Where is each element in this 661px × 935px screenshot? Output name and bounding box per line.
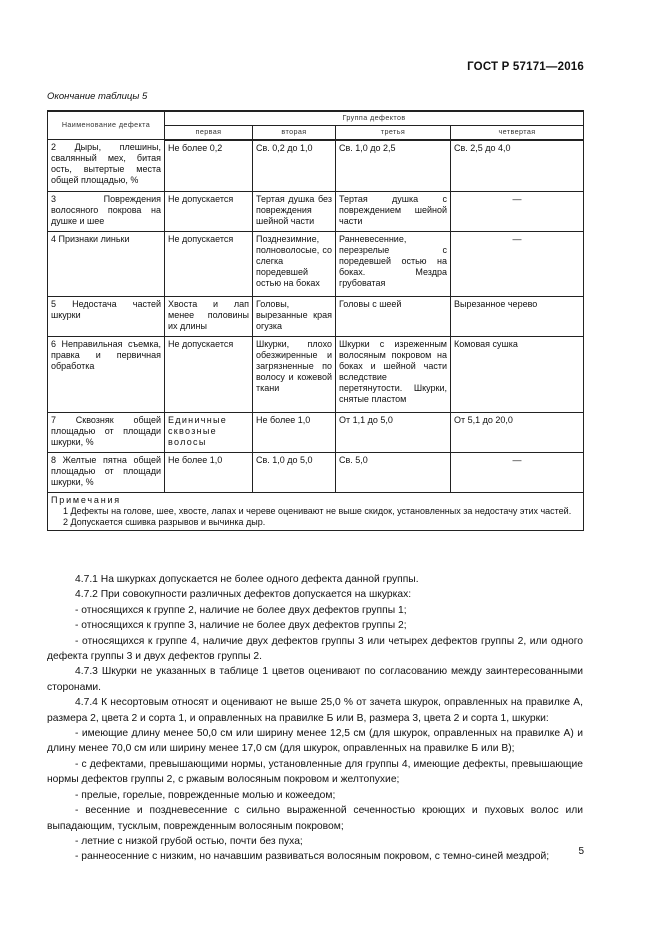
list-item: - относящихся к группе 4, наличие двух дефектов группы 3 или четырех дефектов группы 2, или одного дефекта группы 3 и двух дефектов группы 2.: [47, 635, 583, 663]
table-row: [48, 192, 584, 232]
table-cell: 8 Желтые пятна общей площадью от площади шкурки, %: [48, 453, 165, 493]
table-cell: 5 Недостача частей шкурки: [48, 297, 165, 337]
table-cell: Св. 2,5 до 4,0: [451, 140, 584, 192]
defects-table: [47, 110, 584, 531]
paragraph: 4.7.3 Шкурки не указанных в таблице 1 цветов оценивают по согласованию между заинтересованными сторонами.: [47, 666, 583, 693]
table-row: [48, 140, 584, 192]
column-header-name: Наименование дефекта: [48, 111, 165, 140]
table-cell: 6 Неправильная съемка, правка и первичная обработка: [48, 337, 165, 413]
table-cell: Не более 1,0: [165, 453, 253, 493]
body-text: [47, 572, 583, 865]
table-cell: Хвоста и лап менее половины их длины: [165, 297, 253, 337]
list-item: - прелые, горелые, поврежденные молью и кожеедом;: [75, 789, 336, 801]
table-cell: Св. 5,0: [336, 453, 451, 493]
table-cell: —: [451, 232, 584, 297]
column-header-groups: Группа дефектов: [165, 111, 584, 125]
list-item: - имеющие длину менее 50,0 см или ширину менее 12,5 см (для шкурок, оправленных на правилке А) и длину менее 70,0 см или ширину менее 17,0 см (для шкурок, оправленных на правилке Б или В);: [47, 728, 583, 755]
table-cell: Тертая душка с повреждением шейной части: [336, 192, 451, 232]
list-item: - весенние и поздневесенние с сильно выраженной сеченностью кроющих и пуховых волос или выпадающим, тусклым, поврежденным волосяным покровом;: [47, 805, 583, 832]
list-item: - относящихся к группе 2, наличие не более двух дефектов группы 1;: [75, 604, 407, 616]
table-row: [48, 413, 584, 453]
table-cell: —: [451, 453, 584, 493]
paragraph: 4.7.4 К несортовым относят и оценивают не выше 25,0 % от зачета шкурок, оправленных на правилке А, размера 2, цвета 2 и сорта 1, и оправленных на правилке Б или В, размера 3, цвета 2 и сорта 1, шкурки:: [47, 697, 583, 724]
table-cell: Ранневесенние, перезрелые с поредевшей остью на боках. Мездра грубоватая: [336, 232, 451, 297]
table-row: [48, 297, 584, 337]
paragraph: 4.7.1 На шкурках допускается не более одного дефекта данной группы.: [75, 574, 419, 585]
column-header-group-1: первая: [165, 125, 253, 139]
table-cell: Шкурки, плохо обезжиренные и загрязненные по волосу и кожевой ткани: [253, 337, 336, 413]
table-cell: От 5,1 до 20,0: [451, 413, 584, 453]
table-cell: Не допускается: [165, 192, 253, 232]
table-cell: Головы, вырезанные края огузка: [253, 297, 336, 337]
table-cell: Комовая сушка: [451, 337, 584, 413]
table-cell: 4 Признаки линьки: [48, 232, 165, 297]
note-item: 1 Дефекты на голове, шее, хвосте, лапах и череве оценивают не выше скидок, установленных за недостачу этих частей.: [63, 506, 572, 517]
column-header-group-3: третья: [336, 125, 451, 139]
table-cell: От 1,1 до 5,0: [336, 413, 451, 453]
list-item: - с дефектами, превышающими нормы, установленные для группы 4, имеющие дефекты, превышающие нормы дефектов группы 2, с ржавым волосяным покровом и желтопухие;: [47, 758, 583, 786]
table-cell: Не более 1,0: [253, 413, 336, 453]
list-item: - летние с низкой грубой остью, почти без пуха;: [75, 835, 303, 847]
table-notes: [48, 493, 584, 531]
table-caption: Окончание таблицы 5: [47, 91, 148, 102]
note-item: 2 Допускается сшивка разрывов и вычинка дыр.: [63, 517, 266, 527]
table-cell: Св. 0,2 до 1,0: [253, 140, 336, 192]
table-cell: Единичные сквозные волосы: [165, 413, 253, 453]
table-cell: Вырезанное черево: [451, 297, 584, 337]
table-row: [48, 453, 584, 493]
table-cell: Позднезимние, полноволосые, со слегка поредевшей остью на боках: [253, 232, 336, 297]
column-header-group-2: вторая: [253, 125, 336, 139]
table-notes-row: [48, 493, 584, 531]
list-item: - относящихся к группе 3, наличие не более двух дефектов группы 2;: [75, 620, 407, 632]
table-cell: Св. 1,0 до 2,5: [336, 140, 451, 192]
table-cell: Не более 0,2: [165, 140, 253, 192]
document-code: ГОСТ Р 57171—2016: [467, 61, 584, 73]
table-row: [48, 232, 584, 297]
column-header-group-4: четвертая: [451, 125, 584, 139]
notes-title: Примечания: [51, 495, 121, 506]
list-item: - раннеосенние с низким, но начавшим развиваться волосяным покровом, с темно-синей мездрой;: [75, 851, 550, 863]
table-cell: 7 Сквозняк общей площадью от площади шкурки, %: [48, 413, 165, 453]
table-cell: 2 Дыры, плешины, свалянный мех, битая ость, вытертые места общей площадью, %: [48, 140, 165, 192]
table-cell: Не допускается: [165, 232, 253, 297]
table-cell: Головы с шеей: [336, 297, 451, 337]
page-number: 5: [578, 846, 584, 857]
paragraph: 4.7.2 При совокупности различных дефектов допускается на шкурках:: [75, 589, 412, 601]
table-cell: Тертая душка без повреждения шейной части: [253, 192, 336, 232]
table-cell: Не допускается: [165, 337, 253, 413]
table-cell: —: [451, 192, 584, 232]
table-cell: Шкурки с изреженным волосяным покровом на боках и шейной части вследствие перетянутости. Шкурки, снятые пластом: [336, 337, 451, 413]
table-cell: Св. 1,0 до 5,0: [253, 453, 336, 493]
table-row: [48, 337, 584, 413]
table-cell: 3 Повреждения волосяного покрова на душке и шее: [48, 192, 165, 232]
